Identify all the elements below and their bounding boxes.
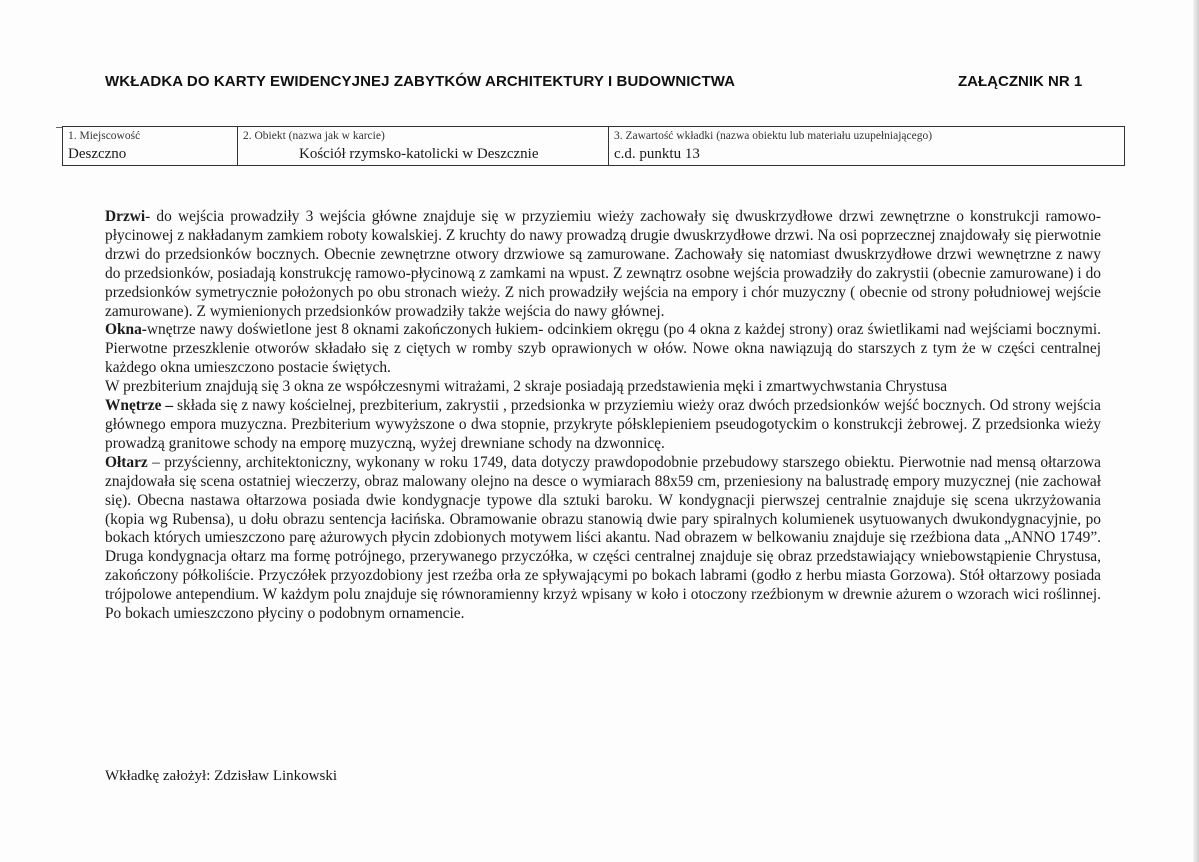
- field-value: Deszczno: [68, 146, 127, 162]
- section-text: – przyścienny, architektoniczny, wykonany w roku 1749, data dotyczy prawdopodobnie przebudowy starszego obiektu. Pierwotnie nad mensą ołtarzowa znajdowała się scena ostatniej wieczerzy, obraz malowany olejno na desce o wymiarach 88x59 cm, przeniesiony na balustradę empory muzycznej (nie zachował się). Obecna nastawa ołtarzowa posiada dwie kondygnacje typowe dla sztuki baroku. W kondygnacji pierwszej centralnie znajduje się scena ukrzyżowania (kopia wg Rubensa), u dołu obrazu sentencja łacińska. Obramowanie obrazu stanowią dwie pary spiralnych kolumienek usytuowanych dwukondygnacyjnie, po bokach których umieszczono parę ażurowych płycin zdobionych motywem liści akantu. Nad obrazem w belkowaniu znajduje się rzeźbiona data „ANNO 1749”. Druga kondygnacja ołtarz ma formę potrójnego, przerywanego przyczółka, w części centralnej znajduje się obraz przedstawiający wniebowstąpienie Chrystusa, zakończony półkoliście. Przyczółek przyozdobiony jest rzeźba orła ze spływającymi po bokach labrami (godło z herbu miasta Gorzowa). Stół ołtarzowy posiada trójpolowe antependium. W każdym polu znajduje się równoramienny krzyż wpisany w koło i otoczony rzeźbionym w drewnie ażurem o wzorach wici roślinnej. Po bokach umieszczono płyciny o podobnym ornamencie.: [105, 453, 1101, 623]
- section-heading: Okna-: [105, 321, 147, 339]
- header-fields-table: [62, 126, 1125, 166]
- field-object: [238, 127, 609, 165]
- field-label: 3. Zawartość wkładki (nazwa obiektu lub materiału uzupełniającego): [614, 130, 933, 142]
- section-windows: [105, 321, 1101, 378]
- section-heading: Drzwi: [105, 208, 146, 225]
- field-value: Kościół rzymsko-katolicki w Deszcznie: [299, 146, 539, 162]
- section-heading: Wnętrze –: [105, 397, 174, 415]
- section-doors: [105, 208, 1101, 321]
- scan-edge: [1193, 0, 1199, 862]
- section-altar: [105, 454, 1101, 624]
- section-text: składa się z nawy kościelnej, prezbiterium, zakrystii , przedsionka w przyziemiu wieży oraz dwóch przedsionków wejść bocznych. Od strony wejścia głównego empora muzyczna. Prezbiterium wywyższone o dwa stopnie, przykryte półsklepieniem pseudogotyckim o konstrukcji żebrowej. Z przedsionka wieży prowadzą granitowe schody na emporę muzyczną, wyżej drewniane schody na dzwonnicę.: [105, 397, 1101, 452]
- section-text: wnętrze nawy doświetlone jest 8 oknami zakończonych łukiem- odcinkiem okręgu (po 4 okna z każdej strony) oraz świetlikami nad wejściami bocznymi. Pierwotne przeszklenie otworów składało się z ciętych w romby szyb oprawionych w ołów. Nowe okna nawiązują do starszych z tym że w części centralnej każdego okna umieszczono postacie świętych.: [105, 321, 1101, 377]
- description-body: [105, 208, 1101, 624]
- section-interior: [105, 397, 1101, 454]
- annex-number: ZAŁĄCZNIK NR 1: [958, 73, 1083, 90]
- document-title: WKŁADKA DO KARTY EWIDENCYJNEJ ZABYTKÓW ARCHITEKTURY I BUDOWNICTWA: [105, 73, 736, 90]
- field-contents: [609, 127, 1124, 165]
- field-label: 1. Miejscowość: [68, 130, 141, 142]
- section-text: - do wejścia prowadziły 3 wejścia główne znajduje się w przyziemiu wieży zachowały się dwuskrzydłowe drzwi zewnętrzne o konstrukcji ramowo-płycinowej z nakładanym zamkiem roboty kowalskiej. Z kruchty do nawy prowadzą drugie dwuskrzydłowe drzwi. Na osi poprzecznej znajdowały się pierwotnie drzwi do przedsionków bocznych. Obecnie zewnętrzne otwory drzwiowe są zamurowane. Zachowały się natomiast dwuskrzydłowe drzwi wewnętrzne z nawy do przedsionków, posiadają konstrukcję ramowo-płycinową z zamkami na wpust. Z zewnątrz osobne wejścia prowadziły do zakrystii (obecnie zamurowane) i do przedsionków symetrycznie położonych po obu stronach wieży. Z nich prowadziły wejścia na empory i chór muzyczny ( obecnie od strony południowej wejście zamurowane). Z wymienionych przedsionków prowadziły także wejścia do nawy głównej.: [105, 208, 1101, 320]
- field-locality: [63, 127, 238, 165]
- author-line: Wkładkę założył: Zdzisław Linkowski: [105, 768, 338, 784]
- section-presbytery-windows: [105, 378, 1101, 397]
- field-label: 2. Obiekt (nazwa jak w karcie): [243, 130, 385, 142]
- field-value: c.d. punktu 13: [614, 146, 700, 162]
- section-heading: Ołtarz: [105, 453, 148, 471]
- section-text: W prezbiterium znajdują się 3 okna ze współczesnymi witrażami, 2 skraje posiadają przedstawienia męki i zmartwychwstania Chrystusa: [105, 378, 948, 396]
